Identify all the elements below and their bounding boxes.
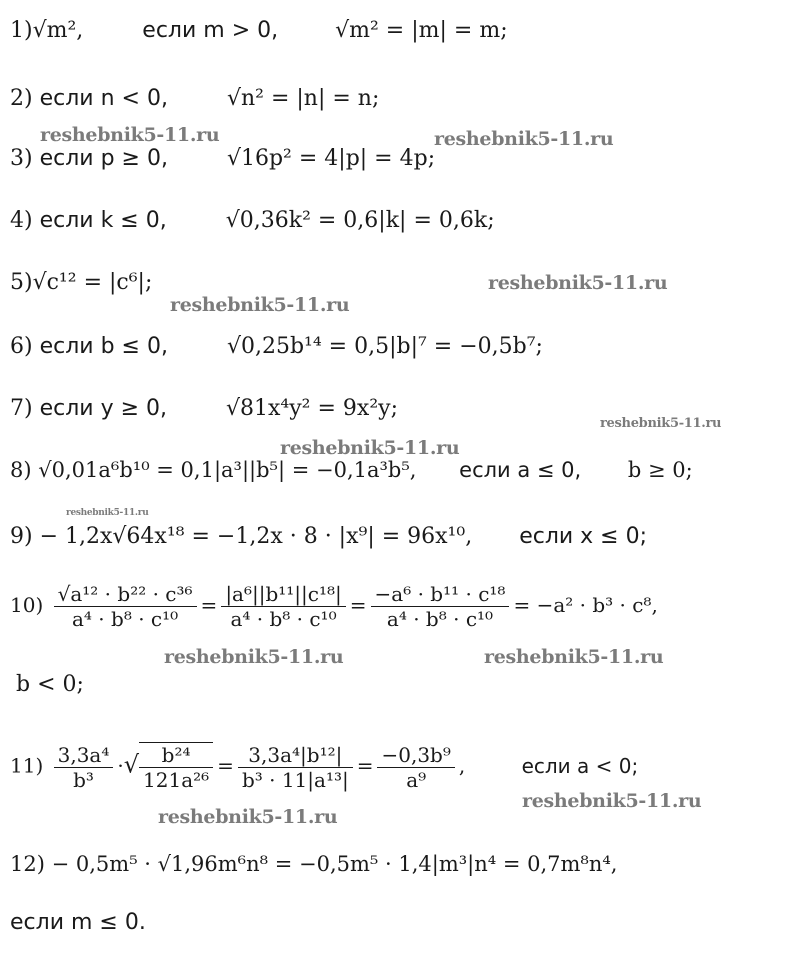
item-tail: = −a² · b³ · c⁸, bbox=[513, 593, 658, 617]
item-number: 4) bbox=[10, 208, 33, 233]
item-condition: если a ≤ 0, bbox=[459, 458, 582, 482]
item-11: 11) $\frac{\text{3,3a⁴}}{\text{b³}}$ ·√ $\frac{\text{b²⁴}}{\text{121a²⁶}}$ = $\frac{\text{3,3a⁴|b¹²|}}{\text{b³ · 11|a¹³|}}$ = $\frac{\text{−0,3b⁹}}{\text{a⁹}}$ , если a < 0; bbox=[10, 742, 639, 792]
item-10-condition bbox=[16, 672, 84, 698]
watermark: reshebnik5-11.ru bbox=[66, 508, 149, 518]
item-number: 9) bbox=[10, 524, 33, 549]
item-1 bbox=[10, 18, 508, 44]
item-condition: если a < 0; bbox=[521, 753, 639, 778]
item-9 bbox=[10, 524, 647, 550]
item-12 bbox=[10, 852, 617, 877]
item-result: √m² = |m| = m; bbox=[335, 18, 508, 43]
item-number: 5) bbox=[10, 270, 33, 295]
item-number: 10) bbox=[10, 593, 44, 617]
fraction-numerator: −a⁶ · b¹¹ · c¹⁸ bbox=[371, 582, 510, 607]
item-result: √0,01a⁶b¹⁰ = 0,1|a³||b⁵| = −0,1a³b⁵, bbox=[38, 458, 417, 482]
watermark: reshebnik5-11.ru bbox=[600, 416, 722, 431]
item-condition: если m > 0, bbox=[142, 18, 279, 43]
item-number: 6) bbox=[10, 334, 33, 359]
item-condition: если p ≥ 0, bbox=[39, 146, 168, 171]
fraction-denominator: a⁴ · b⁸ · c¹⁰ bbox=[230, 607, 337, 631]
fraction-numerator: 3,3a⁴|b¹²| bbox=[238, 743, 353, 768]
radical-sign: √ bbox=[123, 750, 140, 779]
item-condition: если y ≥ 0, bbox=[39, 396, 168, 421]
item-number: 7) bbox=[10, 396, 33, 421]
item-condition: если x ≤ 0; bbox=[519, 524, 648, 549]
item-condition: если b ≤ 0, bbox=[39, 334, 168, 359]
fraction-denominator: b³ bbox=[73, 767, 94, 792]
item-result: √81x⁴y² = 9x²y; bbox=[226, 396, 398, 421]
item-result: √n² = |n| = n; bbox=[226, 86, 380, 111]
item-condition: если k ≤ 0, bbox=[39, 208, 167, 233]
fraction-numerator: |a⁶||b¹¹||c¹⁸| bbox=[221, 582, 345, 607]
fraction-numerator: b²⁴ bbox=[139, 743, 213, 768]
item-result: √16p² = 4|p| = 4p; bbox=[226, 146, 436, 171]
item-result: − 1,2x√64x¹⁸ = −1,2x · 8 · |x⁹| = 96x¹⁰, bbox=[39, 524, 473, 549]
item-10: 10) $\frac{\text{√a¹² · b²² · c³⁶}}{\text{a⁴ · b⁸ · c¹⁰}}$ = $\frac{\text{|a⁶||b¹¹||c¹⁸|}}{\text{a⁴ · b⁸ · c¹⁰}}$ = $\frac{\text{−a⁶ · b¹¹ · c¹⁸}}{\text{a⁴ · b⁸ · c¹⁰}}$ = −a² · b³ · c⁸, bbox=[10, 582, 658, 631]
item-condition: если m ≤ 0. bbox=[10, 910, 146, 935]
item-number: 8) bbox=[10, 458, 32, 482]
watermark: reshebnik5-11.ru bbox=[434, 128, 614, 150]
item-3 bbox=[10, 146, 435, 172]
watermark: reshebnik5-11.ru bbox=[164, 646, 344, 668]
item-condition-2: b ≥ 0; bbox=[627, 458, 693, 482]
item-result: √0,36k² = 0,6|k| = 0,6k; bbox=[225, 208, 495, 233]
item-12-condition bbox=[10, 910, 146, 936]
watermark: reshebnik5-11.ru bbox=[158, 806, 338, 828]
fraction-1 bbox=[54, 582, 197, 631]
watermark: reshebnik5-11.ru bbox=[40, 124, 220, 146]
item-result: − 0,5m⁵ · √1,96m⁶n⁸ = −0,5m⁵ · 1,4|m³|n⁴ = 0,7m⁸n⁴, bbox=[51, 852, 618, 876]
item-8 bbox=[10, 458, 693, 483]
item-5 bbox=[10, 270, 152, 296]
item-number: 11) bbox=[10, 753, 44, 778]
fraction-2 bbox=[221, 582, 345, 631]
fraction-denominator: a⁴ · b⁸ · c¹⁰ bbox=[72, 607, 179, 631]
watermark: reshebnik5-11.ru bbox=[484, 646, 664, 668]
watermark: reshebnik5-11.ru bbox=[488, 272, 668, 294]
fraction-denominator: 121a²⁶ bbox=[143, 768, 210, 792]
item-result: √c¹² = |c⁶|; bbox=[32, 270, 153, 295]
item-expression: √m², bbox=[32, 18, 91, 43]
fraction-numerator: 3,3a⁴ bbox=[54, 743, 114, 768]
fraction-1 bbox=[54, 743, 114, 792]
item-condition: b < 0; bbox=[16, 672, 84, 697]
item-6 bbox=[10, 334, 543, 360]
item-7 bbox=[10, 396, 398, 422]
fraction-2 bbox=[139, 742, 213, 792]
item-number: 3) bbox=[10, 146, 33, 171]
watermark: reshebnik5-11.ru bbox=[170, 294, 350, 316]
item-2 bbox=[10, 86, 379, 112]
watermark: reshebnik5-11.ru bbox=[280, 437, 460, 459]
fraction-denominator: a⁴ · b⁸ · c¹⁰ bbox=[386, 607, 494, 631]
fraction-3 bbox=[371, 582, 510, 631]
fraction-4 bbox=[377, 743, 454, 792]
item-number: 12) bbox=[10, 852, 45, 876]
item-result: √0,25b¹⁴ = 0,5|b|⁷ = −0,5b⁷; bbox=[226, 334, 543, 359]
item-number: 2) bbox=[10, 86, 33, 111]
item-condition: если n < 0, bbox=[39, 86, 168, 111]
item-number: 1) bbox=[10, 18, 33, 43]
fraction-denominator: a⁹ bbox=[406, 767, 427, 792]
fraction-numerator: √a¹² · b²² · c³⁶ bbox=[54, 582, 197, 607]
fraction-3 bbox=[238, 743, 353, 792]
fraction-numerator: −0,3b⁹ bbox=[377, 743, 454, 768]
fraction-denominator: b³ · 11|a¹³| bbox=[241, 767, 349, 792]
item-4 bbox=[10, 208, 495, 234]
watermark: reshebnik5-11.ru bbox=[522, 790, 702, 812]
